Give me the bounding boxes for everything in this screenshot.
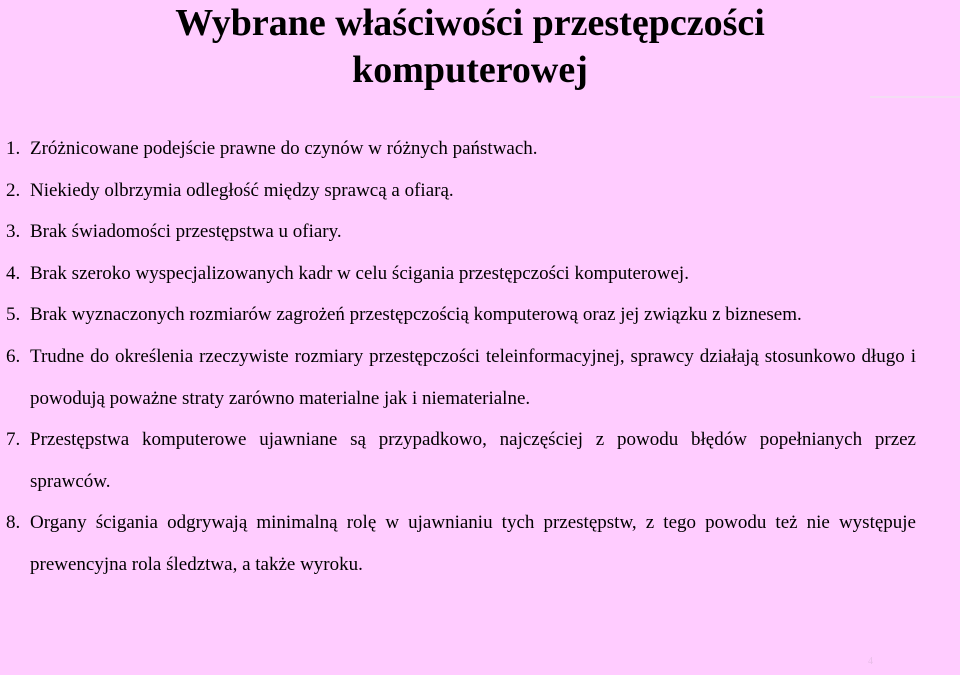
- list-item-number: 5.: [6, 304, 21, 326]
- list-item-number: 4.: [6, 262, 21, 284]
- list-item-4: [6, 253, 916, 295]
- list-item-6: [6, 336, 916, 419]
- list-item-text: Niekiedy olbrzymia odległość między sprawcą a ofiarą.: [30, 179, 454, 201]
- properties-list: [6, 128, 916, 586]
- list-item-8: [6, 502, 916, 585]
- list-item-number: 6.: [6, 345, 21, 367]
- list-item-number: 1.: [6, 138, 21, 159]
- list-item-text: Brak wyznaczonych rozmiarów zagrożeń przestępczością komputerową oraz jej związku z biznesem.: [30, 304, 802, 326]
- list-item-5: [6, 294, 916, 336]
- list-item-number: 7.: [6, 429, 21, 451]
- page-number: 4: [868, 656, 873, 667]
- list-item-number: 3.: [6, 221, 21, 243]
- title-line-1: Wybrane właściwości przestępczości: [175, 2, 765, 44]
- list-item-2: [6, 170, 916, 212]
- list-item-1: [6, 128, 916, 170]
- list-item-text: Brak szeroko wyspecjalizowanych kadr w celu ścigania przestępczości komputerowej.: [30, 262, 689, 284]
- list-item-text: Trudne do określenia rzeczywiste rozmiary przestępczości teleinformacyjnej, sprawcy działają stosunkowo długo i powodują poważne straty zarówno materialne jak i niematerialne.: [30, 345, 916, 409]
- list-item-number: 2.: [6, 179, 21, 201]
- list-item-text: Organy ścigania odgrywają minimalną rolę w ujawnianiu tych przestępstw, z tego powodu też nie występuje prewencyjna rola śledztwa, a także wyroku.: [30, 512, 916, 575]
- list-item-number: 8.: [6, 512, 21, 534]
- slide-title: [0, 0, 940, 94]
- list-item-7: [6, 419, 916, 502]
- list-item-text: Przestępstwa komputerowe ujawniane są przypadkowo, najczęściej z powodu błędów popełnianych przez sprawców.: [30, 429, 916, 492]
- list-item-3: [6, 211, 916, 253]
- title-line-2: komputerowej: [352, 49, 588, 91]
- list-item-text: Brak świadomości przestępstwa u ofiary.: [30, 221, 342, 243]
- title-divider: [870, 96, 960, 98]
- list-item-text: Zróżnicowane podejście prawne do czynów w różnych państwach.: [30, 138, 538, 159]
